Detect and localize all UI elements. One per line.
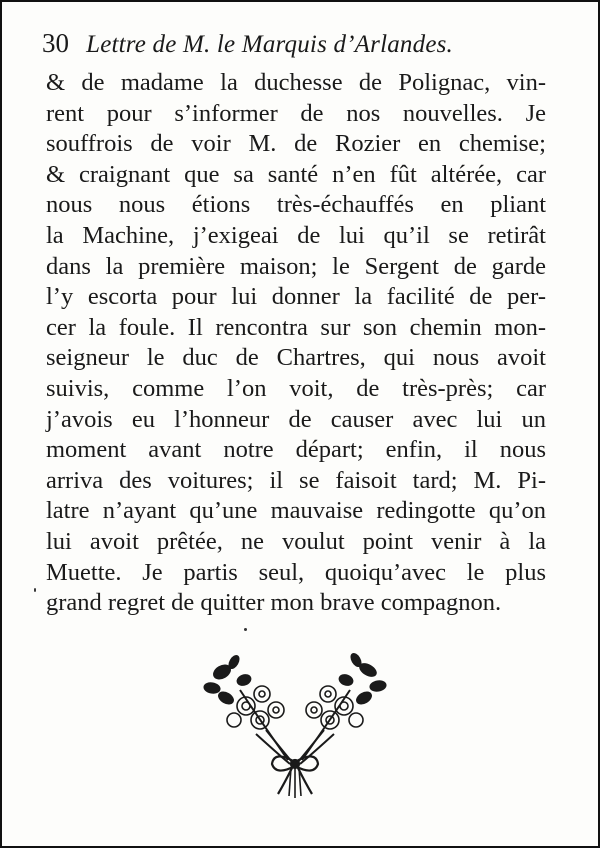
text-line: souffrois de voir M. de Rozier en chemise;	[46, 130, 546, 158]
ink-speck	[244, 628, 247, 631]
text-line: moment avant notre départ; enfin, il nous	[46, 436, 546, 464]
text-line: rent pour s’informer de nos nouvelles. Je	[46, 99, 546, 127]
text-line: arriva des voitures; il se faisoit tard; M. Pi-	[46, 466, 546, 494]
body-text	[46, 68, 546, 619]
text-line: cer la foule. Il rencontra sur son chemin mon-	[46, 313, 546, 341]
text-line: nous nous étions très-échauffés en pliant	[46, 191, 546, 219]
text-line: latre n’ayant qu’une mauvaise redingotte qu’on	[46, 497, 546, 525]
text-line: dans la première maison; le Sergent de garde	[46, 252, 546, 280]
text-line: suivis, comme l’on voit, de très-près; car	[46, 374, 546, 402]
page-header	[42, 28, 562, 62]
text-line: j’avois eu l’honneur de causer avec lui un	[46, 405, 546, 433]
text-line: lui avoit prêtée, ne voulut point venir à la	[46, 527, 546, 555]
text-line: l’y escorta pour lui donner la facilité de per-	[46, 283, 546, 311]
text-line: Muette. Je partis seul, quoiqu’avec le plus	[46, 558, 546, 586]
text-line: grand regret de quitter mon brave compagnon.	[46, 589, 502, 617]
text-line: seigneur le duc de Chartres, qui nous avoit	[46, 344, 546, 372]
text-line: & de madame la duchesse de Polignac, vin-	[46, 69, 546, 96]
text-line: & craignant que sa santé n’en fût altérée, car	[46, 160, 546, 188]
page-number: 30	[42, 28, 69, 58]
text-line: la Machine, j’exigeai de lui qu’il se retirât	[46, 221, 546, 249]
floral-bouquet-ornament-icon	[200, 650, 390, 800]
ink-speck	[34, 588, 36, 592]
running-title: Lettre de M. le Marquis d’Arlandes.	[86, 31, 453, 58]
